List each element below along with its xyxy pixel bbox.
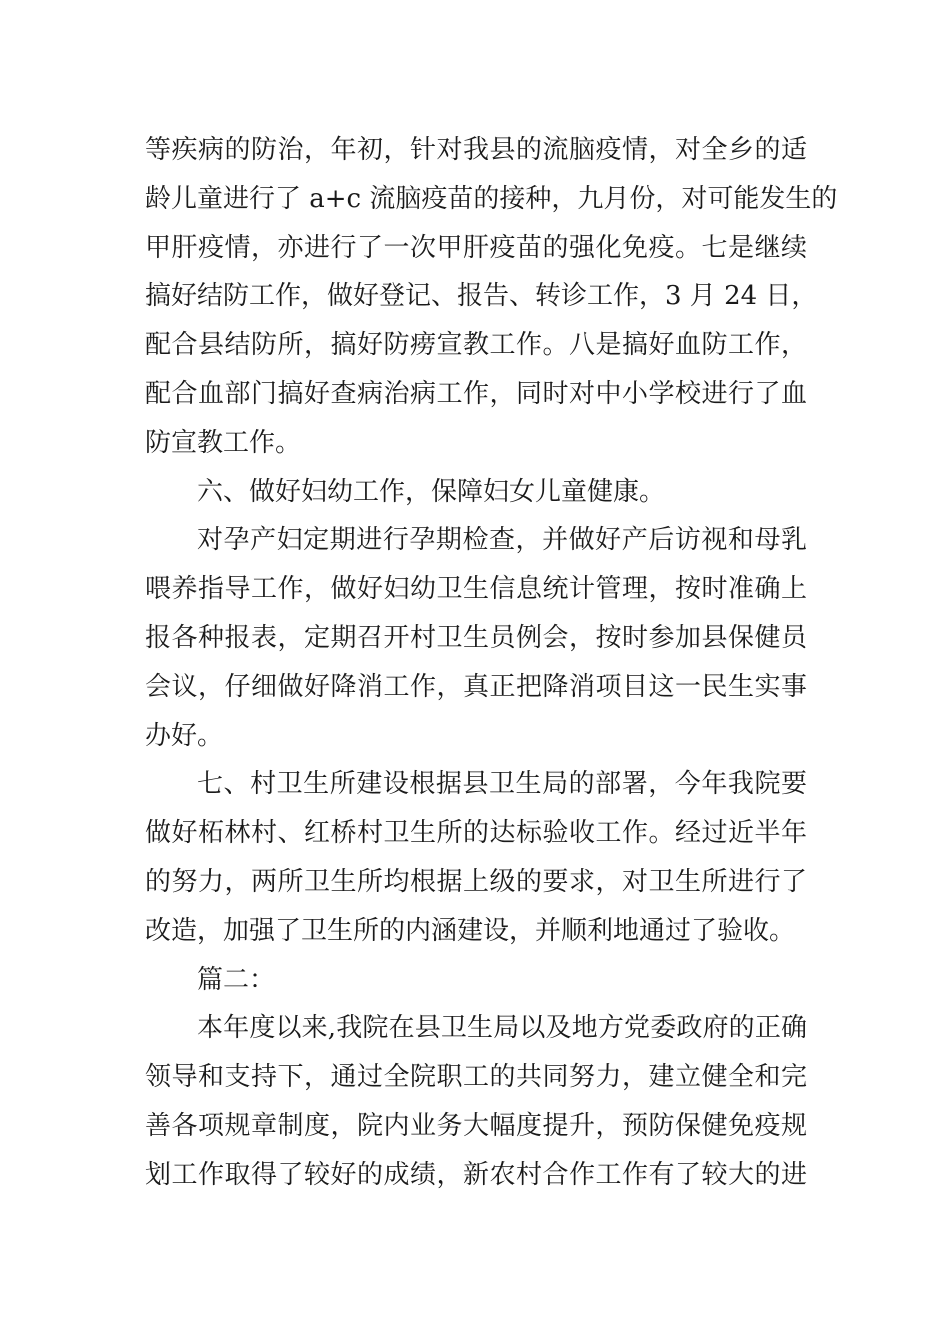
text-line: 的努力，两所卫生所均根据上级的要求，对卫生所进行了 <box>145 866 807 897</box>
text-line: 防宣教工作。 <box>145 427 302 458</box>
text-line: 做好柘林村、红桥村卫生所的达标验收工作。经过近半年 <box>145 818 807 849</box>
text-line: 七、村卫生所建设根据县卫生局的部署，今年我院要 <box>197 769 807 800</box>
text-line: 办好。 <box>145 720 224 751</box>
text-line: 搞好结防工作，做好登记、报告、转诊工作，3 月 24 日， <box>145 281 818 312</box>
text-line: 会议，仔细做好降消工作，真正把降消项目这一民生实事 <box>145 671 807 702</box>
text-line: 配合县结防所，搞好防痨宣教工作。八是搞好血防工作， <box>145 330 807 361</box>
text-line: 改造，加强了卫生所的内涵建设，并顺利地通过了验收。 <box>145 915 796 946</box>
text-line: 配合血部门搞好查病治病工作，同时对中小学校进行了血 <box>145 378 807 409</box>
text-line: 甲肝疫情，亦进行了一次甲肝疫苗的强化免疫。七是继续 <box>145 232 807 263</box>
text-line: 本年度以来,我院在县卫生局以及地方党委政府的正确 <box>197 1013 807 1044</box>
text-line: 喂养指导工作，做好妇幼卫生信息统计管理，按时准确上 <box>145 574 807 605</box>
text-line: 善各项规章制度，院内业务大幅度提升，预防保健免疫规 <box>145 1110 807 1141</box>
section-heading: 六、做好妇幼工作，保障妇女儿童健康。 <box>197 476 666 507</box>
text-line: 等疾病的防治，年初，针对我县的流脑疫情，对全乡的适 <box>145 135 807 165</box>
text-line: 划工作取得了较好的成绩，新农村合作工作有了较大的进 <box>145 1159 807 1190</box>
text-line: 对孕产妇定期进行孕期检查，并做好产后访视和母乳 <box>197 525 807 556</box>
section-heading: 篇二： <box>197 964 276 995</box>
text-line: 报各种报表，定期召开村卫生员例会，按时参加县保健员 <box>145 622 807 653</box>
text-line: 龄儿童进行了 a+c 流脑疫苗的接种，九月份，对可能发生的 <box>145 183 838 214</box>
text-line: 领导和支持下，通过全院职工的共同努力，建立健全和完 <box>145 1062 807 1093</box>
document-body <box>145 126 838 1200</box>
